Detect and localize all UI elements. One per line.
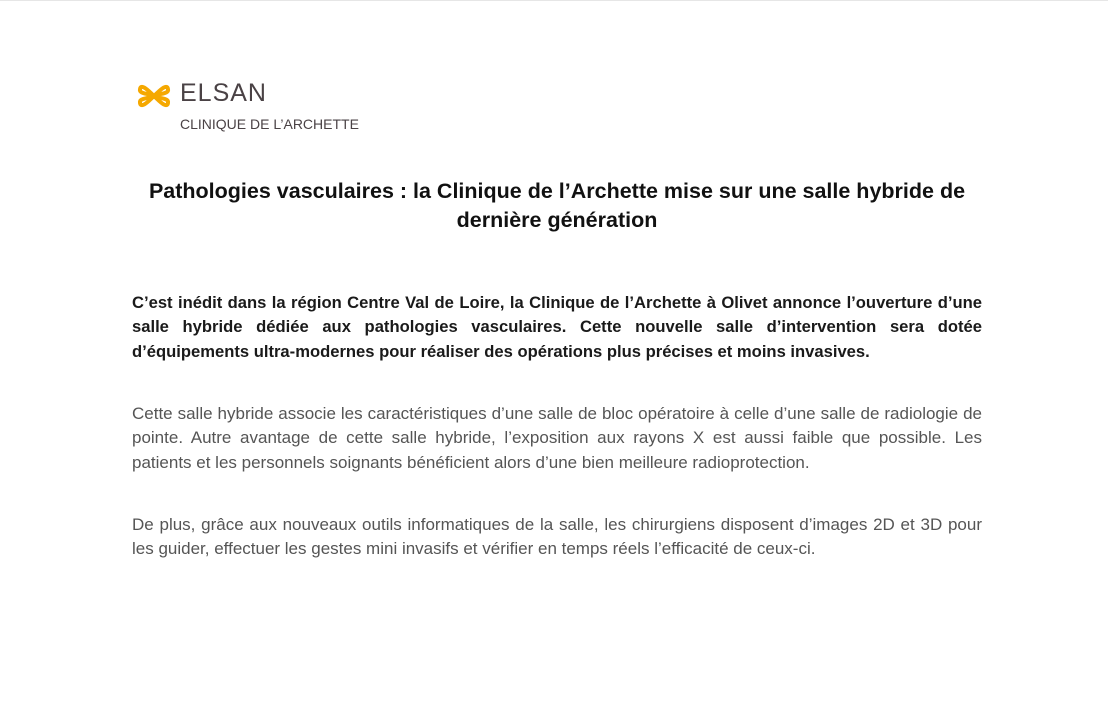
intro-paragraph: C’est inédit dans la région Centre Val de Loire, la Clinique de l’Archette à Olivet annonce l’ouverture d’une salle hybride dédiée aux pathologies vasculaires. Cette nouvelle salle d’intervention sera dotée d’équipements ultra-modernes pour réaliser des opérations plus précises et moins invasives. [132, 293, 982, 361]
body-paragraph: De plus, grâce aux nouveaux outils informatiques de la salle, les chirurgiens disposent d’images 2D et 3D pour les guider, effectuer les gestes mini invasifs et vérifier en temps réels l’efficacité de ceux-ci. [132, 515, 982, 559]
brand-name: ELSAN [180, 79, 267, 107]
page-title: Pathologies vasculaires : la Clinique de l’Archette mise sur une salle hybride de dernière génération [148, 179, 966, 232]
clinic-name: CLINIQUE DE L’ARCHETTE [180, 116, 359, 132]
elsan-logo-icon [137, 81, 171, 111]
body-paragraph: Cette salle hybride associe les caractéristiques d’une salle de bloc opératoire à celle d’une salle de radiologie de pointe. Autre avantage de cette salle hybride, l’exposition aux rayons X est aussi faible que possible. Les patients et les personnels soignants bénéficient alors d’une bien meilleure radioprotection. [132, 404, 982, 472]
